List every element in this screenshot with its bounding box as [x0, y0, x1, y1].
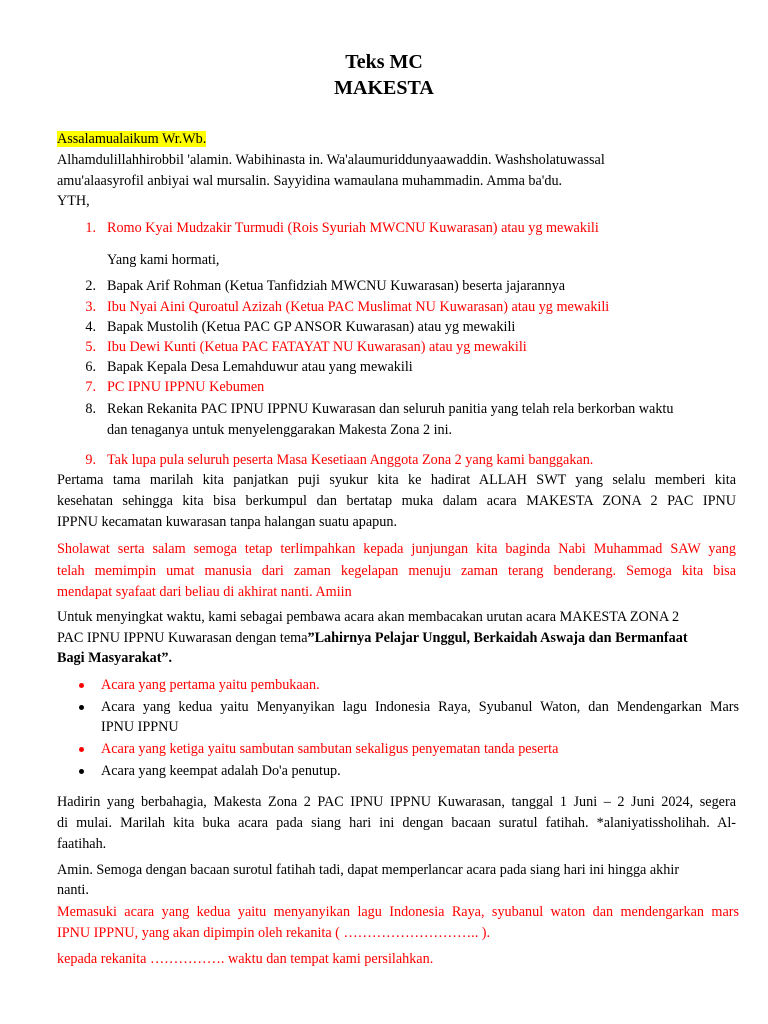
- paragraph-1-line-2: kesehatan sehingga kita bisa berkumpul dan bertatap muka dalam acara MAKESTA ZONA 2 PAC IPNU: [57, 493, 736, 509]
- respect-label: Yang kami hormati,: [107, 252, 220, 268]
- page-title-line2: MAKESTA: [334, 77, 434, 99]
- list-item-continuation: dan tenaganya untuk menyelenggarakan Makesta Zona 2 ini.: [107, 422, 453, 438]
- list-item: PC IPNU IPPNU Kebumen: [107, 379, 265, 395]
- list-item-number: 4.: [85, 319, 96, 335]
- paragraph-4-line-2: di mulai. Marilah kita buka acara pada siang hari ini dengan bacaan suratul fatihah. *alaniyatissholihah. Al-: [57, 815, 736, 831]
- greeting: [57, 129, 206, 149]
- list-item: Romo Kyai Mudzakir Turmudi (Rois Syuriah MWCNU Kuwarasan) atau yg mewakili: [107, 220, 599, 236]
- paragraph-7: kepada rekanita ……………. waktu dan tempat kami persilahkan.: [57, 951, 434, 967]
- theme-title-end: Bagi Masyarakat”.: [57, 650, 173, 666]
- paragraph-2-line-2: telah memimpin umat manusia dari zaman kegelapan menuju zaman terang benderang. Semoga kita bisa: [57, 563, 736, 579]
- list-item-number: 1.: [85, 220, 96, 236]
- list-item: Bapak Arif Rohman (Ketua Tanfidziah MWCNU Kuwarasan) beserta jajarannya: [107, 278, 566, 294]
- bullet-item-continuation: IPNU IPPNU: [101, 719, 179, 735]
- paragraph-1-line-3: IPPNU kecamatan kuwarasan tanpa halangan suatu apapun.: [57, 514, 397, 530]
- paragraph-4-line-1: Hadirin yang berbahagia, Makesta Zona 2 PAC IPNU IPPNU Kuwarasan, tanggal 1 Juni – 2 Juni 2024, segera: [57, 794, 736, 810]
- bullet-dot: [79, 769, 84, 774]
- paragraph-3-line-2: [57, 628, 688, 648]
- list-item-number: 9.: [85, 452, 96, 468]
- page-title-line1: Teks MC: [345, 51, 423, 73]
- bullet-item: Acara yang pertama yaitu pembukaan.: [101, 677, 320, 693]
- paragraph-3-line-3: [57, 648, 172, 668]
- greeting-highlight: Assalamualaikum Wr.Wb.: [57, 131, 207, 147]
- list-item-number: 6.: [85, 359, 96, 375]
- paragraph-4-line-3: faatihah.: [57, 836, 107, 852]
- list-item: Bapak Mustolih (Ketua PAC GP ANSOR Kuwarasan) atau yg mewakili: [107, 319, 516, 335]
- bullet-dot: [79, 747, 84, 752]
- yth-label: YTH,: [57, 193, 90, 209]
- list-item-number: 7.: [85, 379, 96, 395]
- paragraph-6-line-2: IPNU IPPNU, yang akan dipimpin oleh rekanita ( ……………………….. ).: [57, 925, 491, 941]
- bullet-dot: [79, 705, 84, 710]
- opening-line-2: amu'alaasyrofil anbiyai wal mursalin. Sayyidina wamaulana muhammadin. Amma ba'du.: [57, 173, 563, 189]
- paragraph-5-line-2: nanti.: [57, 882, 89, 898]
- paragraph-5-line-1: Amin. Semoga dengan bacaan surotul fatihah tadi, dapat memperlancar acara pada siang hari ini hingga akhir: [57, 862, 680, 878]
- bullet-item: Acara yang ketiga yaitu sambutan sambutan sekaligus penyematan tanda peserta: [101, 741, 559, 757]
- paragraph-2-line-3: mendapat syafaat dari beliau di akhirat nanti. Amiin: [57, 584, 352, 600]
- bullet-item: Acara yang kedua yaitu Menyanyikan lagu Indonesia Raya, Syubanul Waton, dan Mendengarkan Mars: [101, 699, 739, 715]
- bullet-dot: [79, 683, 84, 688]
- list-item: Ibu Nyai Aini Quroatul Azizah (Ketua PAC Muslimat NU Kuwarasan) atau yg mewakili: [107, 299, 610, 315]
- theme-title: ”Lahirnya Pelajar Unggul, Berkaidah Aswaja dan Bermanfaat: [307, 630, 688, 646]
- bullet-item: Acara yang keempat adalah Do'a penutup.: [101, 763, 341, 779]
- list-item-number: 5.: [85, 339, 96, 355]
- list-item: Ibu Dewi Kunti (Ketua PAC FATAYAT NU Kuwarasan) atau yg mewakili: [107, 339, 527, 355]
- list-item: Rekan Rekanita PAC IPNU IPPNU Kuwarasan dan seluruh panitia yang telah rela berkorban waktu: [107, 401, 674, 417]
- list-item-number: 2.: [85, 278, 96, 294]
- paragraph-1-line-1: Pertama tama marilah kita panjatkan puji syukur kita ke hadirat ALLAH SWT yang selalu memberi kita: [57, 472, 736, 488]
- list-item-number: 8.: [85, 401, 96, 417]
- list-item-number: 3.: [85, 299, 96, 315]
- paragraph-6-line-1: Memasuki acara yang kedua yaitu menyanyikan lagu Indonesia Raya, syubanul waton dan mendengarkan mars: [57, 904, 739, 920]
- theme-intro: PAC IPNU IPPNU Kuwarasan dengan tema: [57, 630, 308, 646]
- opening-line-1: Alhamdulillahhirobbil 'alamin. Wabihinasta in. Wa'alaumuriddunyaawaddin. Washsholatuwassal: [57, 152, 605, 168]
- paragraph-3-line-1: Untuk menyingkat waktu, kami sebagai pembawa acara akan membacakan urutan acara MAKESTA ZONA 2: [57, 609, 680, 625]
- paragraph-2-line-1: Sholawat serta salam semoga tetap terlimpahkan kepada junjungan kita baginda Nabi Muhammad SAW yang: [57, 541, 736, 557]
- list-item: Tak lupa pula seluruh peserta Masa Kesetiaan Anggota Zona 2 yang kami banggakan.: [107, 452, 594, 468]
- list-item: Bapak Kepala Desa Lemahduwur atau yang mewakili: [107, 359, 413, 375]
